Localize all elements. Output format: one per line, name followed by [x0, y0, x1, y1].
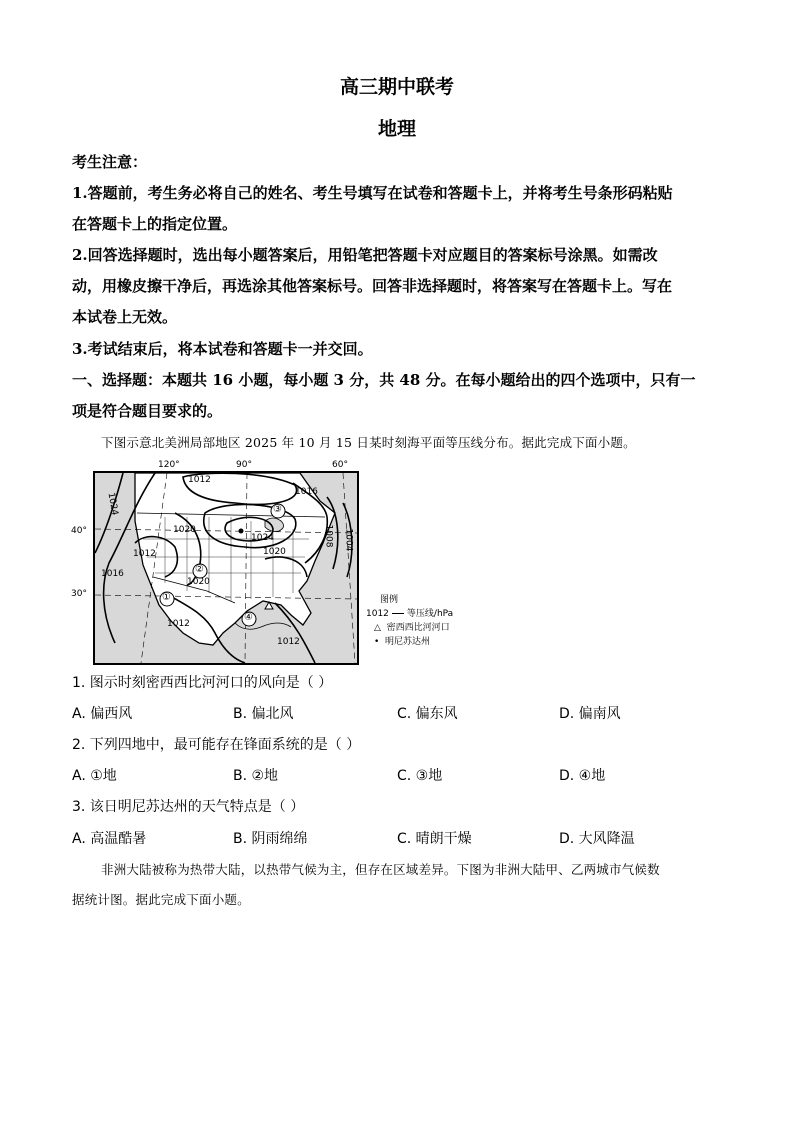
legend-isobar-label: 等压线/hPa [406, 609, 454, 619]
lon-label-120: 120° [158, 460, 180, 470]
isobar-label: 1020 [173, 525, 196, 535]
legend-dot-row [374, 634, 430, 647]
isobar-label: 1008 [323, 524, 334, 548]
point-label-3: ③ [273, 504, 282, 515]
notice-item2-line1: 2.回答选择题时，选出每小题答案后，用铅笔把答题卡对应题目的答案标号涂黑。如需改 [72, 246, 658, 264]
notice-item1-line1: 1.答题前，考生务必将自己的姓名、考生号填写在试卷和答题卡上，并将考生号条形码粘贴 [72, 184, 673, 202]
legend-isobar-value: 1012 [366, 609, 389, 619]
legend-dot-label: 明尼苏达州 [385, 637, 431, 647]
lat-label-40: 40° [71, 526, 87, 536]
passage2-line1: 非洲大陆被称为热带大陆，以热带气候为主，但存在区域差异。下图为非洲大陆甲、乙两城市气候数 [101, 862, 660, 877]
map-drawing [95, 473, 357, 663]
question-3-option-b: B. 阴雨绵绵 [233, 831, 308, 847]
notice-item3: 3.考试结束后，将本试卷和答题卡一并交回。 [72, 340, 373, 358]
passage1: 下图示意北美洲局部地区 2025 年 10 月 15 日某时刻海平面等压线分布。据此完成下面小题。 [101, 435, 636, 450]
subject-title: 地理 [377, 118, 416, 140]
question-3-option-d: D. 大风降温 [559, 831, 635, 847]
notice-item1-line2: 在答题卡上的指定位置。 [72, 215, 238, 233]
isobar-label: 1016 [101, 569, 124, 579]
section1-line1: 一、选择题：本题共 16 小题，每小题 3 分，共 48 分。在每小题给出的四个选项中，只有一 [72, 371, 696, 389]
isobar-label: 1024 [105, 491, 120, 517]
dot-icon: • [374, 637, 380, 647]
passage2-line2: 据统计图。据此完成下面小题。 [72, 892, 250, 907]
isobar-label: 1020 [263, 547, 286, 557]
notice-item2-line3: 本试卷上无效。 [72, 308, 178, 326]
notice-heading: 考生注意： [72, 153, 148, 171]
legend-title: 图例 [380, 595, 399, 605]
lon-label-60: 60° [332, 460, 348, 470]
exam-title: 高三期中联考 [339, 76, 454, 98]
legend-triangle-row [374, 620, 450, 633]
isobar-label: 1012 [133, 549, 156, 559]
question-2-option-c: C. ③地 [397, 768, 443, 784]
question-1-option-c: C. 偏东风 [397, 706, 458, 722]
notice-item2-line2: 动，用橡皮擦干净后，再选涂其他答案标号。回答非选择题时，将答案写在答题卡上。写在 [72, 277, 673, 295]
question-1-stem: 1. 图示时刻密西西比河河口的风向是（ ） [72, 675, 333, 691]
legend-isobar-line-icon [392, 613, 404, 614]
question-3-option-a: A. 高温酷暑 [72, 831, 147, 847]
point-label-2: ② [195, 564, 204, 575]
isobar-label: 1024 [251, 533, 274, 543]
isobar-label: 1016 [295, 487, 318, 497]
question-2-stem: 2. 下列四地中，最可能存在锋面系统的是（ ） [72, 737, 361, 753]
legend-isobar-row [366, 606, 453, 619]
isobar-map [93, 471, 359, 665]
question-2-option-b: B. ②地 [233, 768, 279, 784]
isobar-label: 1012 [188, 475, 211, 485]
point-label-4: ④ [244, 612, 253, 623]
minnesota-marker [239, 529, 244, 534]
point-label-1: ① [162, 592, 171, 603]
isobar-label: 1012 [277, 637, 300, 647]
isobar-label: 1004 [343, 528, 354, 552]
lon-label-90: 90° [236, 460, 252, 470]
isobar-label: 1020 [187, 577, 210, 587]
question-1-option-b: B. 偏北风 [233, 706, 294, 722]
legend-triangle-label: 密西西比河河口 [386, 623, 450, 633]
section1-line2: 项是符合题目要求的。 [72, 402, 223, 420]
isobar-label: 1012 [167, 619, 190, 629]
question-3-stem: 3. 该日明尼苏达州的天气特点是（ ） [72, 799, 305, 815]
question-1-option-a: A. 偏西风 [72, 706, 133, 722]
question-2-option-d: D. ④地 [559, 768, 606, 784]
question-3-option-c: C. 晴朗干燥 [397, 831, 472, 847]
question-1-option-d: D. 偏南风 [559, 706, 621, 722]
lat-label-30: 30° [71, 589, 87, 599]
triangle-icon: △ [374, 623, 381, 633]
question-2-option-a: A. ①地 [72, 768, 117, 784]
